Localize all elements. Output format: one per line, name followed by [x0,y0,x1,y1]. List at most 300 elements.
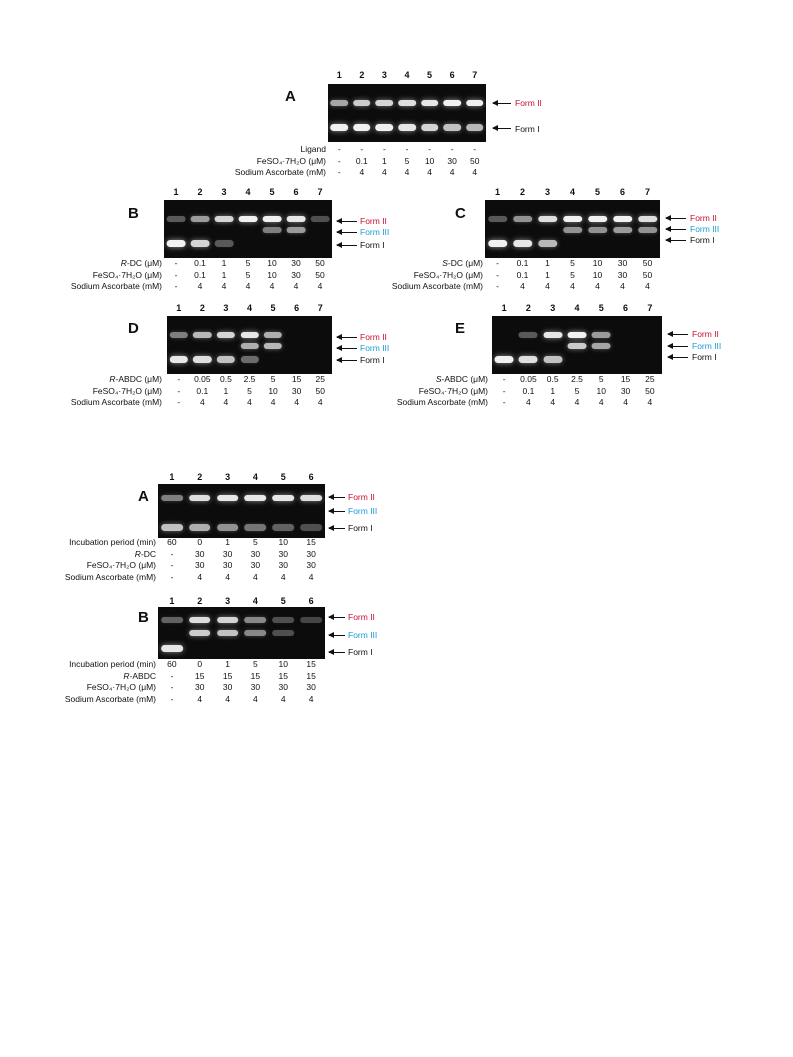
condition-value: - [473,144,477,154]
lane-number: 5 [270,303,276,313]
condition-value: 10 [596,385,607,396]
condition-value: 1 [221,269,227,280]
form-1-band [421,124,439,131]
condition-name: FeSO₄·7H₂O (μM) [86,682,156,692]
condition-value: 30 [620,385,631,396]
condition-value: - [174,258,178,268]
form-1-band [240,356,258,363]
condition-value: 10 [267,269,277,280]
condition-value: 15 [306,670,316,681]
panel-label: E [455,320,466,337]
form-1-band [217,524,239,531]
condition-label [65,694,156,705]
form-2-band [189,617,211,623]
condition-value: 5 [404,155,410,166]
condition-value: - [502,385,506,396]
condition-name: -DC (μM) [126,258,162,268]
lane-number: 7 [644,187,651,197]
condition-value: 10 [278,659,288,669]
arrow-icon [329,635,345,636]
form-1-band [330,124,348,131]
gel-image [328,84,486,142]
form-iii-label: Form III [692,341,722,351]
condition-value: 4 [197,571,203,582]
panel-label: B [128,205,139,222]
condition-value: 30 [195,682,205,692]
condition-value: 10 [592,269,603,280]
lane-number: 2 [359,70,365,80]
condition-value: 10 [267,258,277,268]
condition-label [397,397,488,408]
form-1-band [191,240,210,247]
form-iii-label: Form III [360,227,390,237]
condition-value: 1 [225,537,230,547]
condition-value: 4 [223,397,229,407]
form-2-band [161,495,183,501]
form-3-band [245,630,267,636]
lane-number: 3 [381,70,387,80]
lane-number: 6 [449,70,455,80]
form-2-band [513,216,533,222]
form-1-band [376,124,394,131]
condition-value: 15 [222,670,233,681]
form-3-band [638,227,658,233]
condition-value: 10 [278,537,288,547]
condition-value: - [170,693,174,704]
condition-value: 4 [294,397,300,407]
condition-value: 0 [197,659,203,669]
form-1-band [495,356,514,363]
condition-value: 5 [598,374,604,384]
form-1-band [353,124,371,131]
form-1-band [488,240,508,247]
condition-value: 4 [526,397,531,407]
form-1-band [272,524,294,531]
form-ii-label: Form II [348,492,375,502]
form-2-band [217,617,239,623]
condition-value: 4 [598,397,604,407]
condition-value: 0.05 [520,374,537,384]
lane-number: 6 [308,596,314,606]
condition-value: 10 [592,258,603,268]
gel-image [158,607,325,659]
gel-image [164,200,332,258]
condition-value: 4 [308,693,314,704]
lane-number: 6 [294,303,300,313]
arrow-icon [329,617,345,618]
condition-value: 0.5 [220,374,232,384]
lane-number: 5 [598,303,604,313]
condition-value: 50 [469,155,480,166]
lane-number: 6 [308,472,314,482]
condition-value: 4 [449,167,455,177]
condition-value: 30 [278,548,288,559]
condition-value: - [337,144,341,154]
form-3-band [613,227,633,233]
arrow-icon [666,240,686,241]
condition-name: Incubation period (min) [69,659,156,669]
condition-value: 30 [250,548,261,559]
condition-name: FeSO₄·7H₂O (μM) [92,269,162,280]
condition-value: 4 [245,281,251,291]
lane-number: 6 [619,187,626,197]
lane-number: 7 [647,303,653,313]
condition-value: 50 [315,269,325,280]
form-1-band [300,524,322,531]
condition-value: - [496,258,499,268]
condition-value: 4 [550,397,556,407]
lane-number: 4 [569,187,576,197]
form-2-band [638,216,658,222]
lane-number: 1 [169,596,175,606]
form-1-band [466,124,484,131]
condition-value: 30 [195,548,205,559]
condition-value: 30 [291,385,302,396]
condition-label [392,281,483,292]
form-1-band [538,240,558,247]
condition-name: -ABDC (μM) [115,374,162,384]
lane-number: 3 [225,596,231,606]
condition-name: FeSO₄·7H₂O (μM) [256,155,326,166]
condition-value: 30 [291,258,301,268]
form-2-band [215,216,234,222]
stereo-prefix: R [123,670,130,681]
condition-value: 0.5 [546,374,559,384]
condition-label [442,258,483,269]
condition-value: 1 [550,385,556,396]
form-2-band [398,100,416,106]
lane-numbers [492,303,662,313]
form-1-band [189,524,211,531]
form-2-band [563,216,583,222]
form-ii-label: Form II [515,98,542,108]
condition-value: 4 [253,571,258,582]
lane-number: 6 [293,187,299,197]
arrow-icon [337,348,357,349]
condition-value: 4 [645,281,650,291]
condition-name: FeSO₄·7H₂O (μM) [413,269,483,280]
form-i-label: Form I [690,235,715,245]
condition-value: 25 [645,374,655,384]
panel-label: C [455,205,466,222]
condition-value: 30 [278,560,288,570]
form-2-band [330,100,348,106]
condition-label [87,682,156,693]
condition-value: 4 [280,571,286,582]
condition-value: 0.1 [355,155,368,166]
arrow-icon [337,232,357,233]
condition-value: 30 [447,155,457,166]
condition-value: 15 [306,659,316,669]
condition-value: 4 [270,397,276,407]
lane-numbers [485,187,660,197]
form-2-band [191,216,210,222]
form-2-band [272,495,294,501]
form-2-band [193,332,211,338]
form-2-band [300,495,322,501]
lane-number: 4 [252,596,258,606]
form-ii-label: Form II [360,332,387,342]
form-2-band [161,617,183,623]
arrow-icon [329,497,345,498]
form-iii-label: Form III [348,506,378,516]
condition-label [71,281,162,292]
form-i-label: Form I [515,124,540,134]
lane-number: 2 [197,472,203,482]
condition-value: 4 [404,167,410,177]
condition-label [87,560,156,571]
condition-name: FeSO₄·7H₂O (μM) [86,560,156,570]
lane-number: 5 [427,70,433,80]
condition-value: 0.1 [196,385,209,396]
condition-value: 60 [167,537,177,547]
lane-number: 2 [199,303,205,313]
lane-number: 1 [494,187,501,197]
condition-label [93,386,162,397]
condition-value: 4 [570,281,575,291]
lane-number: 3 [225,472,231,482]
arrow-icon [668,346,688,347]
form-i-label: Form I [360,240,385,250]
condition-value: 4 [623,397,628,407]
form-1-band [217,356,235,363]
condition-name: -ABDC [129,670,156,681]
condition-value: 4 [427,167,432,177]
condition-value: 4 [545,281,550,291]
lane-number: 2 [525,303,531,313]
lane-number: 1 [176,303,182,313]
condition-value: 15 [620,374,631,384]
condition-value: 0.05 [194,374,211,384]
condition-label [69,659,156,670]
condition-value: 30 [617,269,628,280]
condition-value: 4 [595,281,600,291]
form-1-band [167,240,186,247]
form-ii-label: Form II [348,612,375,622]
form-ii-label: Form II [692,329,719,339]
form-1-band [245,524,267,531]
form-1-band [513,240,533,247]
arrow-icon [337,221,357,222]
lane-number: 7 [317,303,323,313]
condition-value: 4 [197,281,203,291]
condition-label [121,258,162,269]
form-3-band [217,630,239,636]
arrow-icon [493,103,511,104]
condition-value: - [502,374,506,384]
condition-value: 0 [197,537,203,547]
form-2-band [264,332,282,338]
form-2-band [421,100,439,106]
condition-value: 50 [315,258,325,268]
condition-value: 15 [195,670,205,681]
condition-value: 4 [221,281,227,291]
arrow-icon [329,528,345,529]
condition-value: 4 [280,693,286,704]
condition-value: 4 [247,397,252,407]
condition-value: 0.1 [522,385,535,396]
form-3-band [568,343,587,349]
form-iii-label: Form III [360,343,390,353]
condition-value: 4 [225,571,230,582]
form-3-band [264,343,282,349]
condition-name: FeSO₄·7H₂O (μM) [418,385,488,396]
condition-name: Sodium Ascorbate (mM) [391,281,483,291]
condition-value: 1 [223,385,229,396]
stereo-prefix: S [442,258,448,268]
condition-name: FeSO₄·7H₂O (μM) [92,385,162,396]
condition-value: 30 [617,258,628,268]
lane-number: 4 [404,70,410,80]
condition-value: - [496,269,499,280]
condition-value: 1 [225,659,230,669]
condition-name: Sodium Ascorbate (mM) [64,693,156,704]
condition-label [235,167,326,178]
form-3-band [189,630,211,636]
lane-numbers [328,70,486,80]
condition-value: 10 [424,155,435,166]
gel-image [492,316,662,374]
lane-number: 7 [317,187,323,197]
condition-value: - [170,571,174,582]
condition-value: 5 [245,269,251,280]
condition-label [436,374,488,385]
condition-value: 30 [250,560,261,570]
lane-number: 3 [544,187,551,197]
condition-value: 50 [315,385,325,396]
condition-label [65,572,156,583]
lane-number: 4 [246,303,253,313]
condition-name: -DC (μM) [447,258,483,268]
condition-value: - [450,144,454,154]
lane-number: 2 [519,187,526,197]
gel-image [167,316,332,374]
form-ii-label: Form II [690,213,717,223]
condition-value: 4 [359,167,365,177]
condition-name: Sodium Ascorbate (mM) [396,397,488,407]
condition-value: 4 [472,167,478,177]
panel-label: D [128,320,139,337]
arrow-icon [666,229,686,230]
form-2-band [488,216,508,222]
lane-numbers [164,187,332,197]
gel-image [158,484,325,538]
lane-number: 5 [594,187,601,197]
form-2-band [217,495,239,501]
form-1-band [193,356,211,363]
stereo-prefix: S [435,374,442,384]
lane-numbers [158,472,325,482]
form-2-band [272,617,294,623]
condition-name: Sodium Ascorbate (mM) [64,571,156,582]
form-2-band [538,216,558,222]
condition-label [93,270,162,281]
condition-label [414,270,483,281]
lane-number: 3 [550,303,556,313]
condition-value: 30 [306,548,316,559]
form-iii-label: Form III [348,630,378,640]
stereo-prefix: R [134,548,141,559]
condition-value: - [383,144,386,154]
condition-value: 0.1 [194,269,206,280]
condition-value: 5 [253,537,258,547]
arrow-icon [668,357,688,358]
condition-value: 4 [225,693,230,704]
arrow-icon [329,511,345,512]
condition-name: -ABDC (μM) [441,374,488,384]
arrow-icon [337,337,357,338]
lane-number: 3 [223,303,229,313]
lane-number: 3 [221,187,227,197]
condition-value: - [170,670,174,681]
lane-number: 1 [173,187,179,197]
condition-value: 5 [574,385,580,396]
form-2-band [588,216,608,222]
form-3-band [592,343,611,349]
lane-number: 6 [623,303,629,313]
condition-value: 2.5 [571,374,583,384]
form-2-band [592,332,611,338]
form-2-band [170,332,188,338]
form-2-band [613,216,633,222]
condition-value: 0.1 [516,258,529,268]
arrow-icon [337,245,357,246]
condition-value: - [428,144,431,154]
condition-value: 30 [222,548,233,559]
form-2-band [300,617,322,623]
lane-number: 2 [197,596,203,606]
condition-value: 1 [221,258,227,268]
condition-value: 15 [306,537,316,547]
condition-value: - [177,374,181,384]
lane-number: 4 [245,187,251,197]
condition-value: 4 [269,281,275,291]
condition-name: Sodium Ascorbate (mM) [234,167,326,177]
condition-value: - [177,385,181,396]
lane-number: 4 [574,303,580,313]
arrow-icon [329,652,345,653]
form-2-band [443,100,461,106]
panel-label: A [285,88,296,105]
condition-value: 5 [270,374,276,384]
condition-value: 15 [250,670,261,681]
condition-value: 4 [574,397,580,407]
condition-name: Incubation period (min) [69,537,156,547]
form-1-band [170,356,188,363]
form-2-band [519,332,538,338]
condition-value: 30 [222,682,233,692]
lane-numbers [167,303,332,313]
form-2-band [568,332,587,338]
condition-label [419,386,488,397]
condition-value: 4 [293,281,299,291]
condition-value: - [502,397,506,407]
form-3-band [287,227,306,233]
condition-value: 5 [570,269,575,280]
condition-name: Sodium Ascorbate (mM) [70,397,162,407]
form-2-band [217,332,235,338]
condition-value: 4 [199,397,205,407]
form-1-band [443,124,461,131]
form-2-band [353,100,371,106]
condition-value: 1 [545,269,550,280]
condition-value: - [496,281,499,291]
panel-label: B [138,609,149,626]
form-i-label: Form I [348,647,373,657]
form-2-band [245,495,267,501]
form-2-band [543,332,562,338]
form-ii-label: Form II [360,216,387,226]
